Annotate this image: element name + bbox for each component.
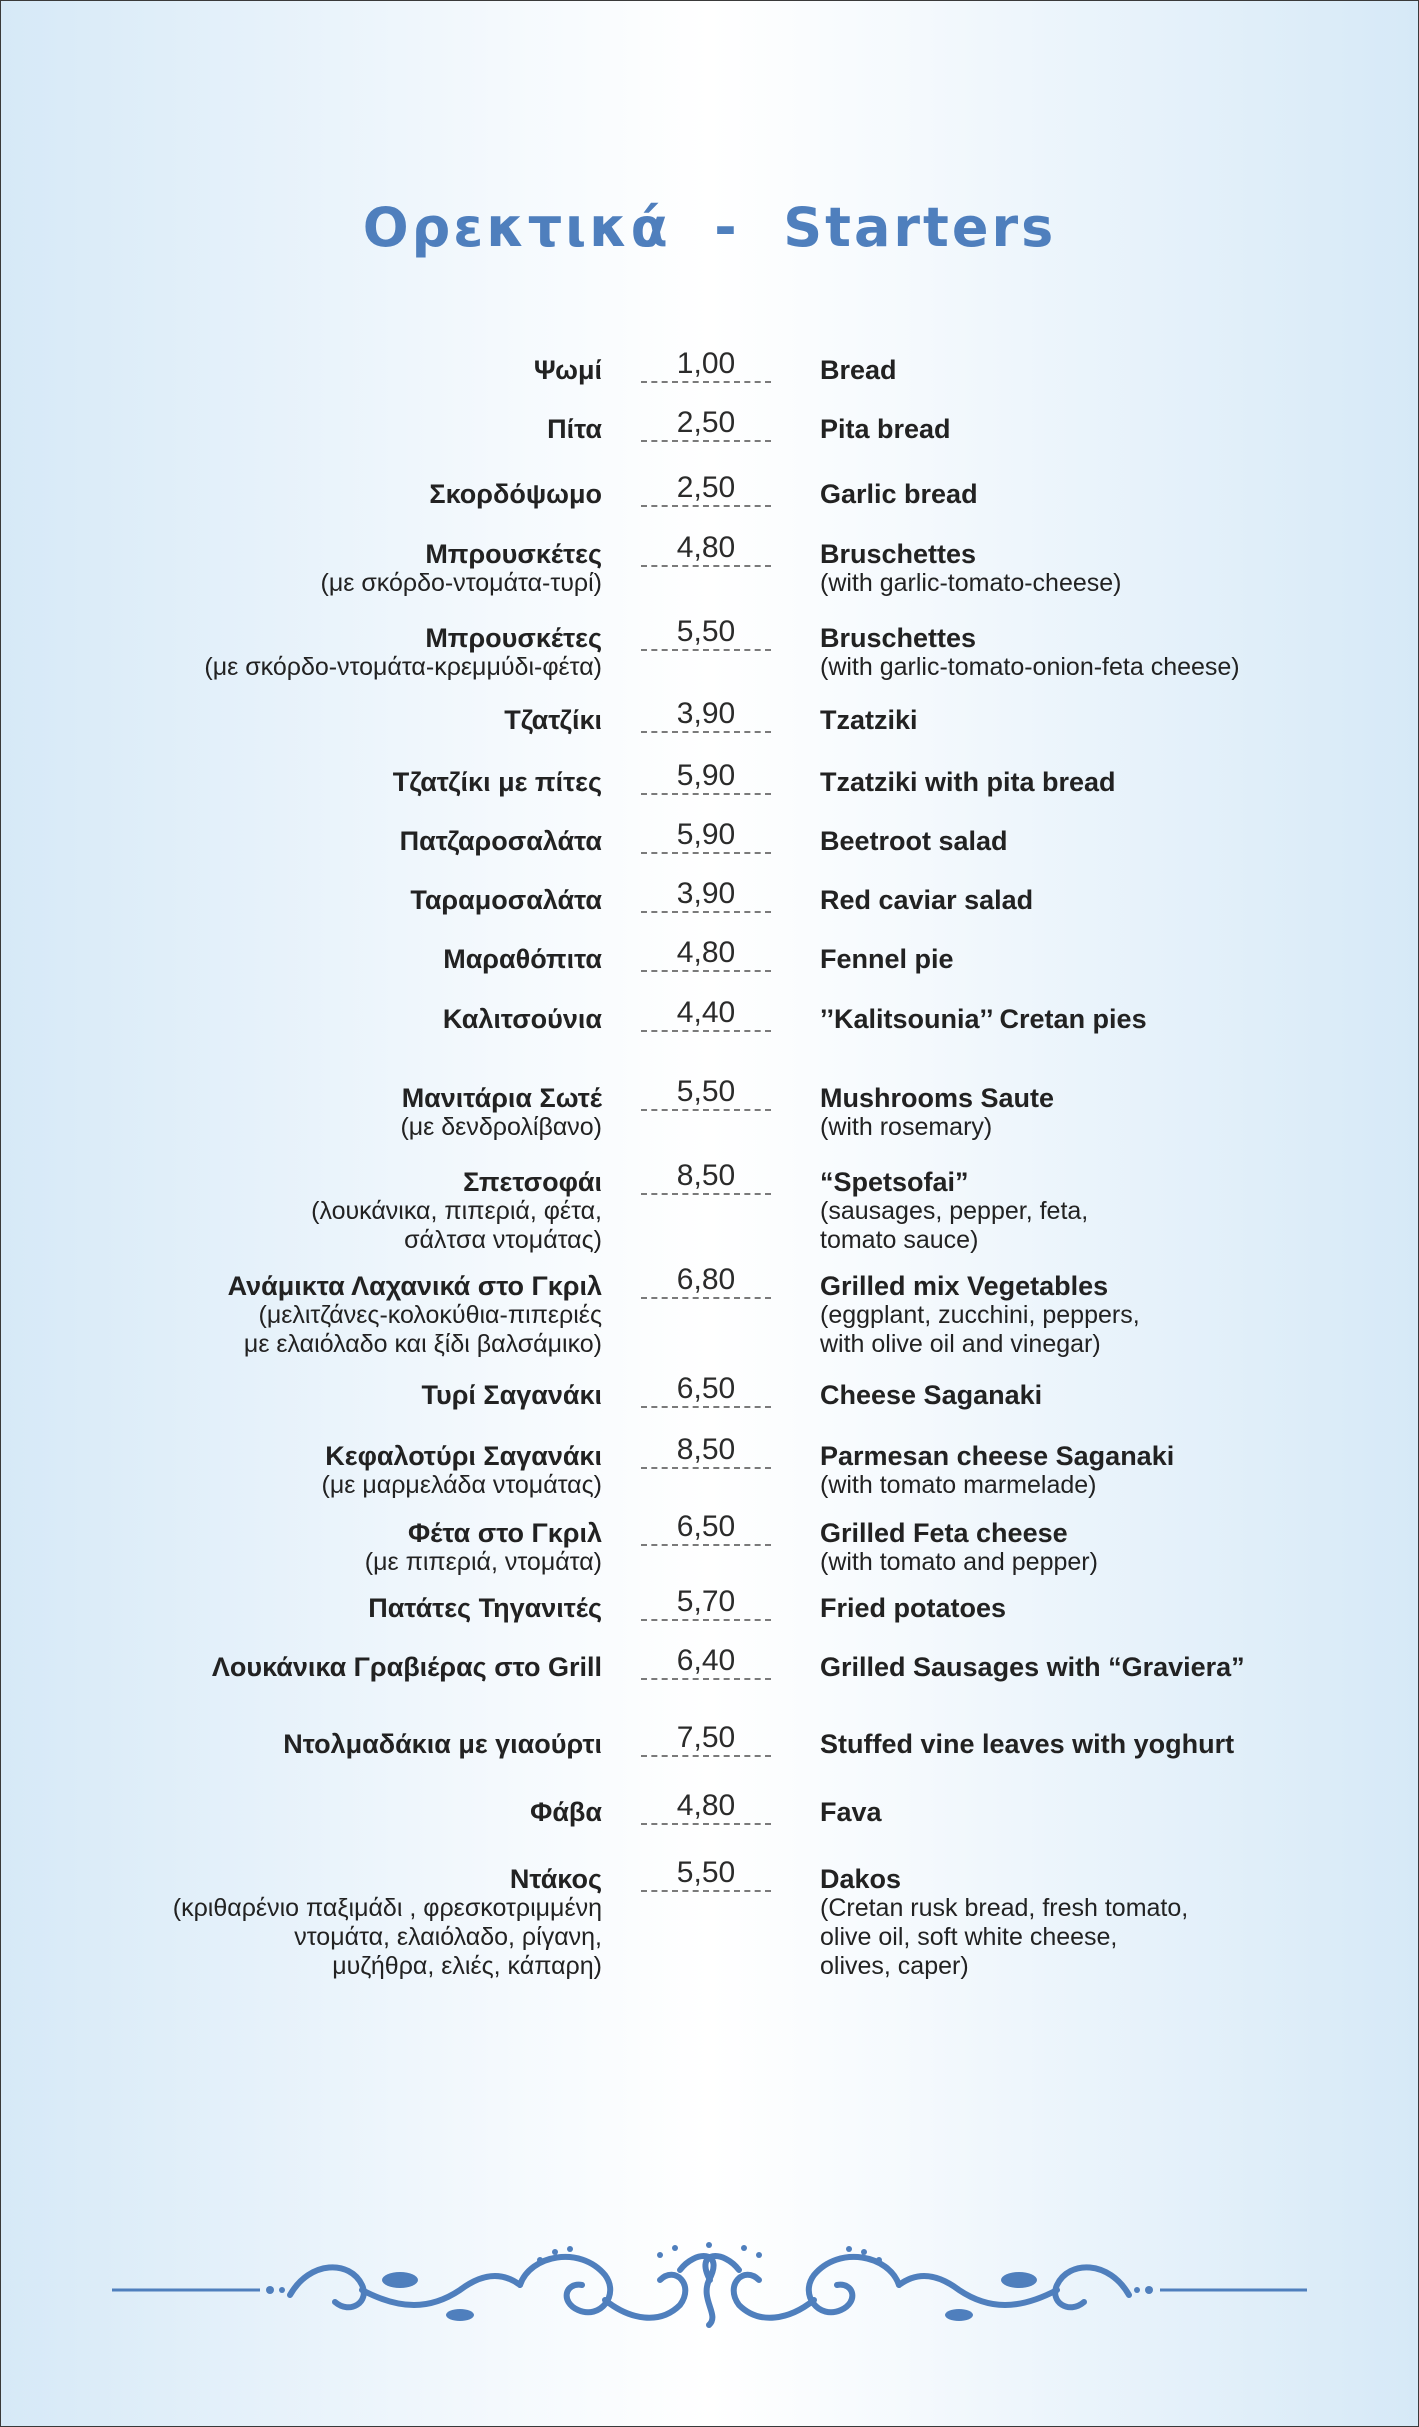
price: 4,80 (641, 531, 771, 567)
greek-name: Ανάμικτα Λαχανικά στο Γκριλ (227, 1271, 602, 1301)
english-name: Mushrooms Saute (820, 1083, 1055, 1113)
english-description: (eggplant, zucchini, peppers, (820, 1301, 1140, 1329)
english-name: Bread (820, 355, 897, 385)
english-name: Grilled Sausages with “Graviera” (820, 1652, 1245, 1682)
price: 5,90 (641, 818, 771, 854)
english-name: Cheese Saganaki (820, 1380, 1043, 1410)
greek-name: Λουκάνικα Γραβιέρας στο Grill (211, 1652, 602, 1682)
greek-column (0, 1441, 602, 1500)
english-column (820, 767, 1400, 797)
english-name: Grilled Feta cheese (820, 1518, 1068, 1548)
english-column (820, 1729, 1400, 1759)
greek-column (0, 1271, 602, 1359)
english-name: Garlic bread (820, 479, 978, 509)
english-column (820, 885, 1400, 915)
price: 5,50 (641, 1856, 771, 1892)
english-description: (sausages, pepper, feta, (820, 1197, 1089, 1225)
greek-name: Πίτα (547, 414, 602, 444)
greek-column (0, 1518, 602, 1577)
english-description: tomato sauce) (820, 1226, 979, 1254)
greek-name: Φέτα στο Γκριλ (407, 1518, 602, 1548)
greek-description: σάλτσα ντομάτας) (404, 1226, 602, 1254)
greek-description: ντομάτα, ελαιόλαδο, ρίγανη, (294, 1923, 602, 1951)
english-column (820, 479, 1400, 509)
english-description: (with garlic-tomato-onion-feta cheese) (820, 653, 1240, 681)
greek-description: (με μαρμελάδα ντομάτας) (321, 1471, 602, 1499)
english-name: Bruschettes (820, 539, 977, 569)
greek-column (0, 1167, 602, 1255)
greek-column (0, 1864, 602, 1981)
english-column (820, 826, 1400, 856)
greek-name: Τζατζίκι με πίτες (392, 767, 602, 797)
english-column (820, 1652, 1400, 1682)
english-column (820, 1271, 1400, 1359)
english-description: (with rosemary) (820, 1113, 993, 1141)
english-description: olives, caper) (820, 1952, 969, 1980)
english-name: Grilled mix Vegetables (820, 1271, 1109, 1301)
price: 7,50 (641, 1721, 771, 1757)
english-column (820, 1518, 1400, 1577)
english-column (820, 1083, 1400, 1142)
greek-name: Μπρουσκέτες (425, 539, 602, 569)
english-column (820, 1380, 1400, 1410)
greek-column (0, 1380, 602, 1410)
english-column (820, 1441, 1400, 1500)
greek-column (0, 1797, 602, 1827)
menu-title: Ορεκτικά - Starters (362, 196, 1057, 259)
greek-column (0, 705, 602, 735)
greek-name: Πατάτες Τηγανιτές (368, 1593, 602, 1623)
greek-column (0, 944, 602, 974)
greek-name: Καλιτσούνια (442, 1004, 602, 1034)
price: 8,50 (641, 1159, 771, 1195)
price: 4,80 (641, 1789, 771, 1825)
greek-column (0, 885, 602, 915)
price: 1,00 (641, 347, 771, 383)
price: 4,40 (641, 996, 771, 1032)
greek-name: Ψωμί (533, 355, 602, 385)
greek-name: Σκορδόψωμο (429, 479, 602, 509)
greek-column (0, 1729, 602, 1759)
greek-name: Μπρουσκέτες (425, 623, 602, 653)
greek-name: Ταραμοσαλάτα (410, 885, 602, 915)
english-name: Tzatziki with pita bread (820, 767, 1116, 797)
greek-description: (μελιτζάνες-κολοκύθια-πιπεριές (258, 1301, 602, 1329)
english-column (820, 1864, 1400, 1981)
greek-description: (με σκόρδο-ντομάτα-τυρί) (320, 569, 602, 597)
greek-name: Μανιτάρια Σωτέ (401, 1083, 602, 1113)
greek-name: Φάβα (530, 1797, 602, 1827)
english-description: (Cretan rusk bread, fresh tomato, (820, 1894, 1189, 1922)
greek-column (0, 1083, 602, 1142)
greek-name: Κεφαλοτύρι Σαγανάκι (325, 1441, 602, 1471)
english-name: Stuffed vine leaves with yoghurt (820, 1729, 1235, 1759)
greek-column (0, 479, 602, 509)
english-column (820, 944, 1400, 974)
price: 2,50 (641, 406, 771, 442)
price: 5,70 (641, 1585, 771, 1621)
greek-description: (λουκάνικα, πιπεριά, φέτα, (311, 1197, 602, 1225)
greek-column (0, 826, 602, 856)
greek-column (0, 414, 602, 444)
greek-description: μυζήθρα, ελιές, κάπαρη) (332, 1952, 602, 1980)
greek-name: Σπετσοφάι (463, 1167, 602, 1197)
greek-description: (με δενδρολίβανο) (400, 1113, 602, 1141)
greek-column (0, 355, 602, 385)
english-name: Red caviar salad (820, 885, 1034, 915)
english-name: Pita bread (820, 414, 951, 444)
english-column (820, 623, 1400, 682)
price: 6,80 (641, 1263, 771, 1299)
english-name: “Spetsofai” (820, 1167, 969, 1197)
price: 6,40 (641, 1644, 771, 1680)
greek-description: (με σκόρδο-ντομάτα-κρεμμύδι-φέτα) (204, 653, 602, 681)
price: 4,80 (641, 936, 771, 972)
price: 5,90 (641, 759, 771, 795)
price: 5,50 (641, 1075, 771, 1111)
english-column (820, 705, 1400, 735)
greek-column (0, 1593, 602, 1623)
price: 6,50 (641, 1510, 771, 1546)
price: 8,50 (641, 1433, 771, 1469)
english-name: Tzatziki (820, 705, 918, 735)
english-column (820, 1004, 1400, 1034)
greek-description: με ελαιόλαδο και ξίδι βαλσάμικο) (243, 1330, 602, 1358)
english-column (820, 1167, 1400, 1255)
english-column (820, 539, 1400, 598)
greek-name: Τζατζίκι (504, 705, 602, 735)
greek-name: Ντάκος (509, 1864, 602, 1894)
english-name: Fava (820, 1797, 882, 1827)
english-description: (with tomato and pepper) (820, 1548, 1098, 1576)
english-column (820, 1797, 1400, 1827)
price: 5,50 (641, 615, 771, 651)
english-name: Fennel pie (820, 944, 954, 974)
english-name: Parmesan cheese Saganaki (820, 1441, 1175, 1471)
english-description: with olive oil and vinegar) (820, 1330, 1101, 1358)
english-name: Bruschettes (820, 623, 977, 653)
greek-column (0, 623, 602, 682)
price: 3,90 (641, 877, 771, 913)
greek-name: Ντολμαδάκια με γιαούρτι (283, 1729, 602, 1759)
greek-column (0, 539, 602, 598)
english-name: Dakos (820, 1864, 902, 1894)
price: 2,50 (641, 471, 771, 507)
english-column (820, 1593, 1400, 1623)
english-description: olive oil, soft white cheese, (820, 1923, 1118, 1951)
price: 6,50 (641, 1372, 771, 1408)
english-name: Beetroot salad (820, 826, 1008, 856)
english-column (820, 414, 1400, 444)
english-description: (with tomato marmelade) (820, 1471, 1097, 1499)
greek-description: (κριθαρένιο παξιμάδι , φρεσκοτριμμένη (172, 1894, 602, 1922)
greek-column (0, 767, 602, 797)
price: 3,90 (641, 697, 771, 733)
greek-name: Τυρί Σαγανάκι (421, 1380, 602, 1410)
greek-column (0, 1004, 602, 1034)
greek-column (0, 1652, 602, 1682)
english-name: Fried potatoes (820, 1593, 1007, 1623)
ornament-divider (100, 2240, 1319, 2340)
greek-description: (με πιπεριά, ντομάτα) (364, 1548, 602, 1576)
english-name: ’’Kalitsounia’’ Cretan pies (820, 1004, 1147, 1034)
greek-name: Πατζαροσαλάτα (399, 826, 602, 856)
greek-name: Μαραθόπιτα (443, 944, 602, 974)
english-description: (with garlic-tomato-cheese) (820, 569, 1122, 597)
english-column (820, 355, 1400, 385)
